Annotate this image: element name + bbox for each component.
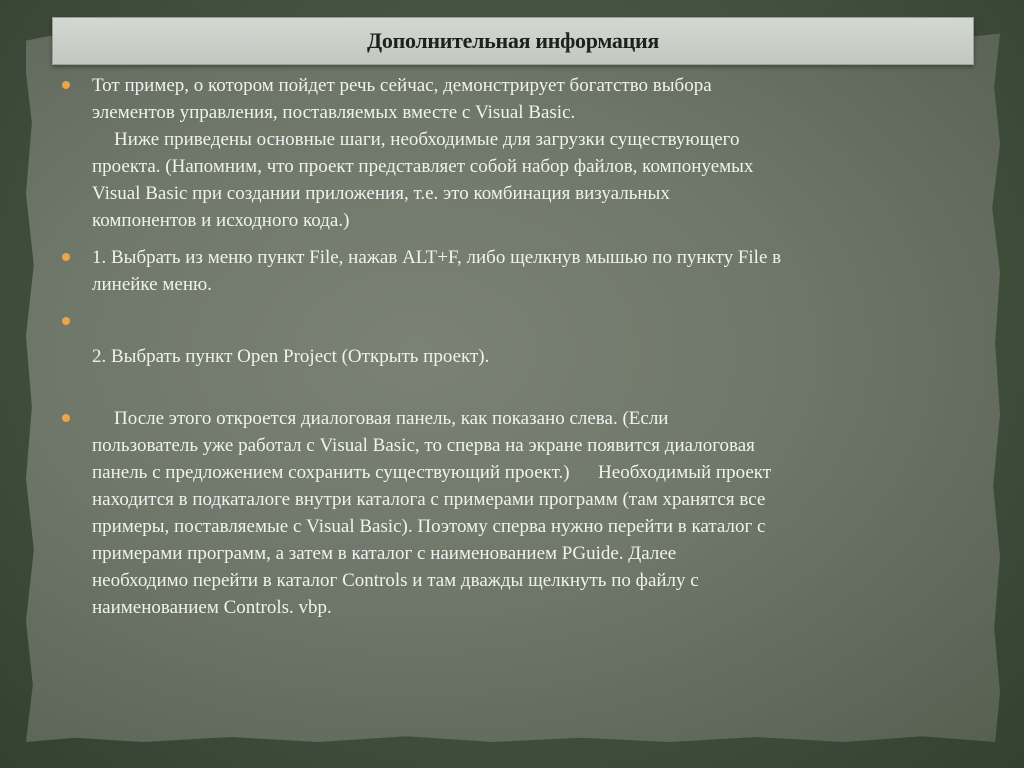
page-title: Дополнительная информация [367, 28, 659, 53]
bullet-dot-icon [62, 414, 70, 422]
text-line: Visual Basic при создании приложения, т.е. это комбинация визуальных [92, 183, 670, 204]
slide-content [62, 72, 962, 621]
text-line: панель с предложением сохранить существующий проект.) Необходимый проект [92, 462, 772, 483]
text-line: находится в подкаталоге внутри каталога с примерами программ (там хранятся все [92, 489, 766, 510]
bullet-item-intro [62, 72, 962, 234]
text-line: примеры, поставляемые с Visual Basic). Поэтому сперва нужно перейти в каталог с [92, 516, 766, 537]
text-line: 1. Выбрать из меню пункт File, нажав ALT+F, либо щелкнув мышью по пункту File в [92, 247, 782, 268]
text-line: компонентов и исходного кода.) [92, 210, 350, 231]
text-line: Тот пример, о котором пойдет речь сейчас, демонстрирует богатство выбора [92, 75, 712, 96]
bullet-item-details [62, 405, 962, 621]
bullet-dot-icon [62, 81, 70, 89]
text-line: пользователь уже работал с Visual Basic, то сперва на экране появится диалоговая [92, 435, 755, 456]
bullet-item-step-1 [62, 244, 962, 298]
bullet-dot-icon [62, 317, 70, 325]
text-line: проекта. (Напомним, что проект представляет собой набор файлов, компонуемых [92, 156, 754, 177]
text-line: 2. Выбрать пункт Open Project (Открыть проект). [92, 346, 490, 367]
bullet-dot-icon [62, 253, 70, 261]
bullet-item-empty [62, 308, 962, 335]
title-bar [52, 17, 974, 65]
text-line: После этого откроется диалоговая панель, как показано слева. (Если [114, 408, 669, 429]
bullet-item-step-2 [62, 343, 962, 370]
text-line: Ниже приведены основные шаги, необходимые для загрузки существующего [114, 129, 740, 150]
text-line: элементов управления, поставляемых вместе с Visual Basic. [92, 102, 576, 123]
text-line: необходимо перейти в каталог Controls и там дважды щелкнуть по файлу с [92, 570, 699, 591]
text-line: линейке меню. [92, 274, 212, 295]
text-line: примерами программ, а затем в каталог с наименованием PGuide. Далее [92, 543, 677, 564]
text-line: наименованием Controls. vbp. [92, 597, 332, 618]
